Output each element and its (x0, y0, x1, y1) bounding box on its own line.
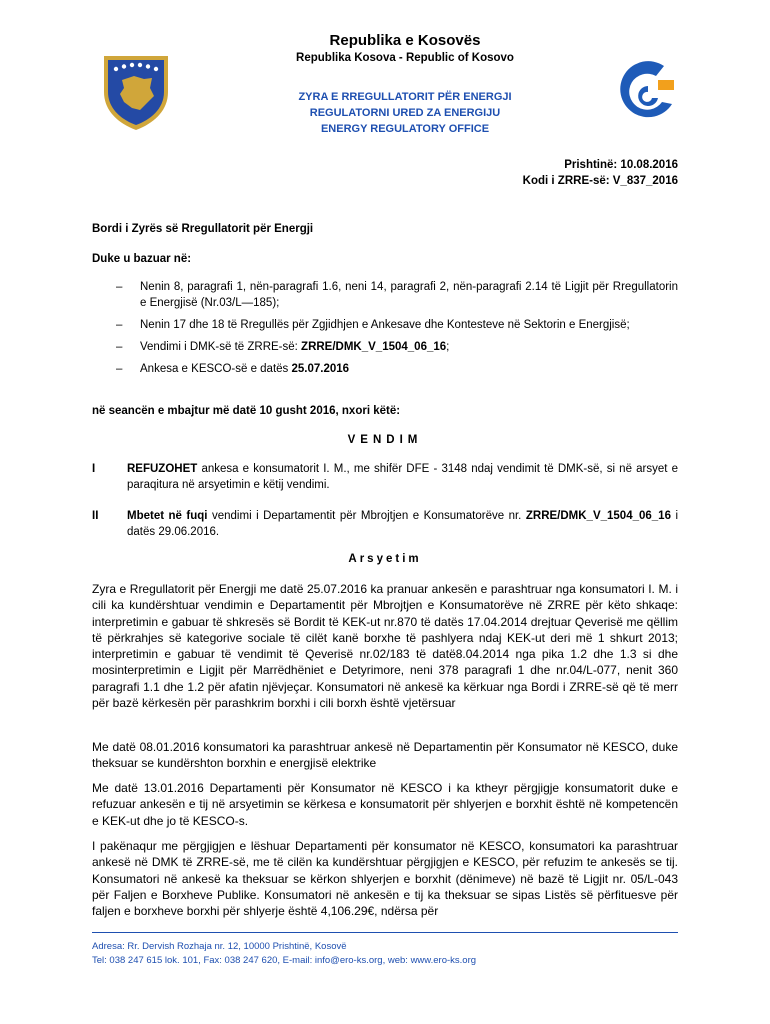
board-name: Bordi i Zyrës së Rregullatorit për Energji (92, 223, 314, 235)
reasoning-paragraph: Zyra e Rregullatorit për Energji me datë 25.07.2016 ka pranuar ankesën e parashtruar nga konsumatori I. M. i cili ka kundërshtuar vendimin e Departamentit për Mbrojtjen e Konsumatorëve në ZRRE për këto shkaqe: interpretimin e gabuar të shkresës së Bordit të KEK-ut nr.870 të datës 17.04.2014 drejtuar Qeverisë me qëllim të përkrahjes së kategorive sociale të cilët kanë borxhe të pashlyera ndaj KEK-ut deri më 1 shkurt 2013; interpretimin e gabuar të vendimit të Qeverisë nr.02/183 të datë8.04.2014 nga pika 1.2 dhe 1.3 si dhe mosinterpretimin e Ligjit për Marrëdhëniet e Detyrimore, neni 378 paragrafi 1 dhe nr.04/L-077, nenit 360 paragrafi 1.1 dhe 1.2 për afatin njëvjeçar. Konsumatori në ankesë ka kërkuar nga Bordi i ZRRE-së që të merr për bazë kërkesën për parashkrim borxhi i cili borxh është vjetërsuar (92, 582, 678, 711)
country-title: Republika e Kosovës (329, 32, 481, 49)
reasoning-paragraph: Me datë 13.01.2016 Departamenti për Konsumator në KESCO i ka ktheyr përgjigje konsumatorit duke e refuzuar ankesën e tij në arsyetimin se kërkesa e konsumatorit për shlyerjen e borxhit është në kompetencën e KEK-ut dhe jo të KESCO-s. (92, 781, 678, 828)
list-dash: – (116, 363, 123, 375)
reasoning-paragraph: I pakënaqur me përgjigjen e lëshuar Departamenti për konsumator në KESCO, konsumatori ka parashtruar ankesë në DMK të ZRRE-së, me të cilën ka kundërshtuar përgjigjen e KESCO, për refuzim te ankesës se tij. Konsumatori në ankesë ka theksuar se kërkon shlyerjen e borxhit (dënimeve) në bazë të Ligjit nr. 05/L-043 për Faljen e Borxheve Publike. Konsumatori në ankesën e tij ka theksuar se sipas Listës së përfituesve për faljen e borxheve borxhi për shlyerje është 4,106.29€, ndërsa për (92, 839, 678, 919)
office-name-sr: REGULATORNI URED ZA ENERGIJU (309, 107, 501, 119)
list-item-text: Ankesa e KESCO-së e datës (140, 363, 292, 375)
point-text: i datës 29.06.2016. (127, 510, 678, 538)
list-item (92, 339, 678, 355)
decision-point (92, 508, 678, 540)
footer-address: Adresa: Rr. Dervish Rozhaja nr. 12, 10000 Prishtinë, Kosovë (92, 941, 347, 952)
decision-heading: VENDIM (347, 434, 423, 446)
decision-ref: ZRRE/DMK_V_1504_06_16 (301, 341, 447, 353)
list-item-text: ; (446, 341, 450, 353)
list-dash: – (116, 319, 123, 331)
complaint-date: 25.07.2016 (291, 363, 350, 375)
office-name-sq: ZYRA E RREGULLATORIT PËR ENERGJI (298, 91, 512, 103)
point-verdict: Mbetet në fuqi (127, 510, 208, 522)
point-body (127, 508, 678, 540)
footer-divider (92, 932, 678, 933)
kosovo-coat-of-arms-icon (100, 52, 172, 132)
list-item-text: Vendimi i DMK-së të ZRRE-së: (140, 341, 302, 353)
decision-ref: ZRRE/DMK_V_1504_06_16 (525, 510, 671, 522)
decision-point (92, 461, 678, 493)
date-code-block (523, 157, 678, 189)
reasoning-heading: Arsyetim (348, 553, 422, 565)
office-names (210, 89, 600, 137)
session-line: në seancën e mbajtur më datë 10 gusht 2016, nxori këtë: (92, 405, 401, 417)
code-line: Kodi i ZRRE-së: V_837_2016 (522, 175, 678, 187)
list-item-text: Nenin 17 dhe 18 të Rregullës për Zgjidhjen e Ankesave dhe Kontesteve në Sektorin e Energjisë; (140, 319, 630, 331)
country-subtitle: Republika Kosova - Republic of Kosovo (296, 52, 514, 64)
office-name-en: ENERGY REGULATORY OFFICE (320, 123, 490, 135)
based-on-label: Duke u bazuar në: (92, 253, 192, 265)
list-item (92, 317, 678, 333)
list-item (92, 279, 678, 311)
footer-contact: Tel: 038 247 615 lok. 101, Fax: 038 247 620, E-mail: info@ero-ks.org, web: www.ero-ks.org (92, 955, 477, 966)
point-body (127, 461, 678, 493)
date-line: Prishtinë: 10.08.2016 (564, 159, 678, 171)
list-dash: – (116, 341, 123, 353)
point-text: vendimi i Departamentit për Mbrojtjen e Konsumatorëve nr. (207, 510, 526, 522)
point-verdict: REFUZOHET (127, 463, 198, 475)
reasoning-paragraph: Me datë 08.01.2016 konsumatori ka parashtruar ankesë në Departamentin për Konsumator në KESCO, duke theksuar se kundërshton borxhin e energjisë elektrike (92, 740, 678, 771)
ero-logo-icon (618, 60, 678, 126)
list-dash: – (116, 281, 123, 293)
list-item (92, 361, 678, 377)
list-item-text: Nenin 8, paragrafi 1, nën-paragrafi 1.6, neni 14, paragrafi 2, nën-paragrafi 2.14 të Ligjit për Rregullatorin e Energjisë (Nr.03/L—185); (140, 281, 678, 309)
legal-basis-list (92, 279, 678, 383)
point-number: I (92, 463, 96, 475)
point-number: II (92, 510, 99, 522)
footer (92, 940, 678, 968)
point-text: ankesa e konsumatorit I. M., me shifër DFE - 3148 ndaj vendimit të DMK-së, si në arsyet e paraqitura në arsyetimin e këtij vendimi. (127, 463, 678, 491)
